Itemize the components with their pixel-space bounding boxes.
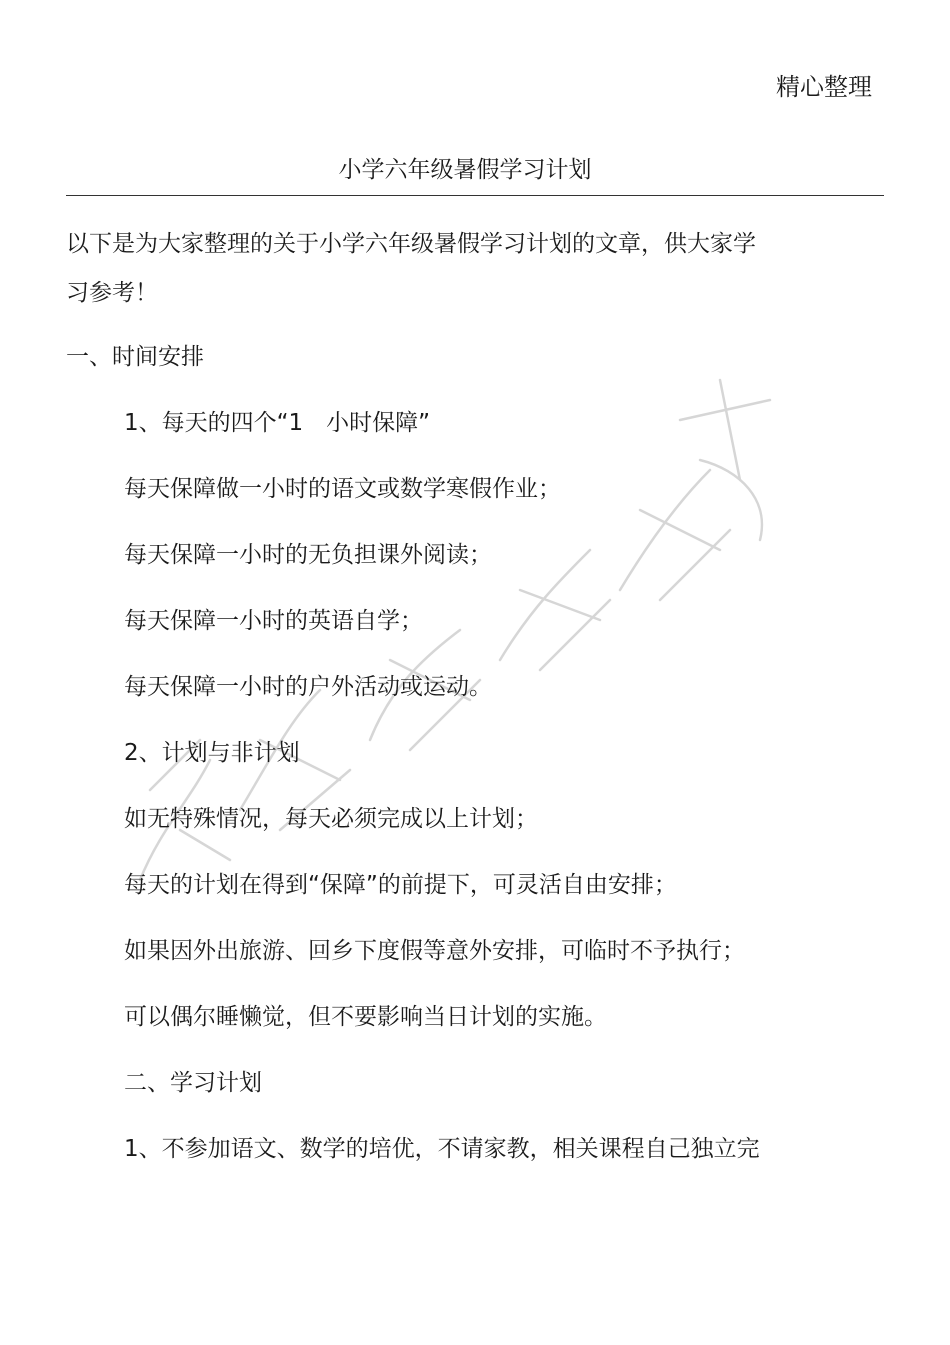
list-item: 每天保障一小时的英语自学； [124, 608, 423, 634]
list-item: 如无特殊情况，每天必须完成以上计划； [124, 806, 538, 832]
list-item: 可以偶尔睡懒觉，但不要影响当日计划的实施。 [124, 1004, 607, 1030]
list-item: 每天保障一小时的无负担课外阅读； [124, 542, 492, 568]
watermark-stamp-icon [120, 360, 820, 920]
list-item: 每天保障一小时的户外活动或运动。 [124, 674, 492, 700]
intro-line-2: 习参考！ [66, 280, 158, 306]
subsection-heading-daily-hours: 1、每天的四个“1 小时保障” [124, 410, 431, 436]
list-item: 1、不参加语文、数学的培优，不请家教，相关课程自己独立完 [124, 1136, 760, 1162]
section-heading-study: 二、学习计划 [124, 1070, 262, 1096]
intro-line-1: 以下是为大家整理的关于小学六年级暑假学习计划的文章，供大家学 [66, 231, 756, 257]
section-heading-time: 一、时间安排 [66, 344, 204, 370]
list-item: 如果因外出旅游、回乡下度假等意外安排，可临时不予执行； [124, 938, 745, 964]
page-title: 小学六年级暑假学习计划 [338, 157, 592, 183]
title-divider [66, 195, 884, 196]
header-label: 精心整理 [776, 73, 872, 101]
list-item: 每天的计划在得到“保障”的前提下，可灵活自由安排； [124, 872, 677, 898]
subsection-heading-plan: 2、计划与非计划 [124, 740, 300, 766]
list-item: 每天保障做一小时的语文或数学寒假作业； [124, 476, 561, 502]
